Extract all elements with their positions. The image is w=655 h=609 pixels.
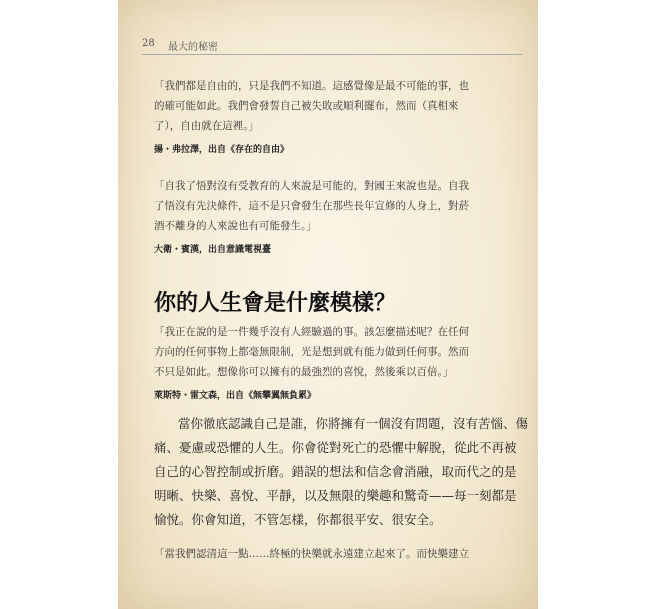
quote-attribution: 萊斯特・雷文森，出自《無攀翼無負累》 <box>154 391 317 401</box>
body-line: 自己的心智控制或折磨。錯誤的想法和信念會消融，取而代之的是 <box>154 464 517 479</box>
quote-line: 方向的任何事物上都毫無限制，光是想到就有能力做到任何事。然而 <box>154 346 469 358</box>
quote-line: 了悟沒有先決條件，這不是只會發生在那些長年宣修的人身上，對菸 <box>154 200 469 212</box>
quote-block <box>154 322 494 382</box>
body-line: 明晰、快樂、喜悅、平靜，以及無限的樂趣和驚奇——每一刻都是 <box>154 488 517 503</box>
quote-line: 「我正在說的是一件幾乎沒有人經驗過的事。該怎麼描述呢？在任何 <box>154 326 469 338</box>
quote-attribution: 揚・弗拉澤，出自《存在的自由》 <box>154 145 290 155</box>
trailing-quote: 「當我們認清這一點……終極的快樂就永遠建立起來了。而快樂建立 <box>154 548 469 560</box>
body-paragraph <box>154 412 529 532</box>
quote-block <box>154 176 494 236</box>
quote-block <box>154 76 494 136</box>
quote-line: 「自我了悟對沒有受教育的人來說是可能的，對國王來說也是。自我 <box>154 180 469 192</box>
quote-attribution: 大衛・賓漢，出自意識電視臺 <box>154 245 272 255</box>
quote-line: 「我們都是自由的，只是我們不知道。這感覺像是最不可能的事，也 <box>154 80 469 92</box>
book-title: 最大的秘密 <box>168 42 218 53</box>
quote-line: 的確可能如此。我們會發誓自己被失敗或順利擺布，然而（真相來 <box>154 100 459 112</box>
book-page <box>118 0 538 609</box>
quote-line: 了），自由就在這裡。」 <box>154 120 259 132</box>
body-line: 愉悅。你會知道，不管怎樣，你都很平安、很安全。 <box>154 512 442 527</box>
page-number: 28 <box>142 38 155 49</box>
body-line: 當你徹底認識自己是誰，你將擁有一個沒有問題，沒有苦惱、傷 <box>178 416 529 431</box>
section-heading: 你的人生會是什麼模樣？ <box>154 291 397 316</box>
body-line: 痛、憂慮或恐懼的人生。你會從對死亡的恐懼中解脫，從此不再被 <box>154 440 517 455</box>
quote-line: 不只是如此。想像你可以擁有的最強烈的喜悅，然後乘以百倍。」 <box>154 366 454 378</box>
quote-line: 酒不離身的人來說也有可能發生。」 <box>154 220 317 232</box>
running-header <box>142 38 522 55</box>
